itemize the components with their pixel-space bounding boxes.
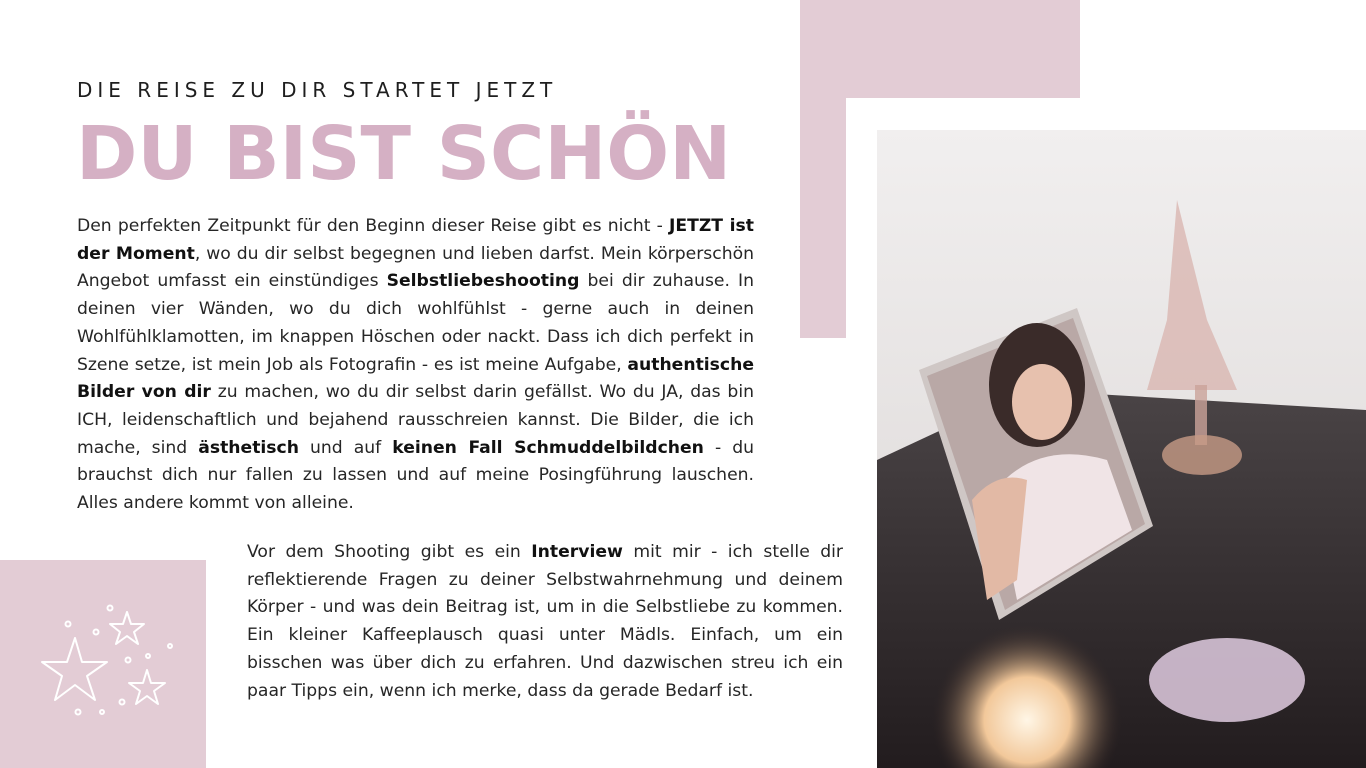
interview-paragraph (247, 539, 843, 705)
text-run: Vor dem Shooting gibt es ein (247, 542, 532, 562)
text-run: , wo du dir selbst begegnen und lieben darfst. Mein körperschön Angebot umfasst ein einstündiges (77, 243, 754, 292)
text-run: Den perfekten Zeitpunkt für den Beginn dieser Reise gibt es nicht - (77, 216, 669, 236)
text-run-bold: keinen Fall Schmuddelbildchen (392, 437, 704, 458)
text-run-bold: JETZT ist der Moment (77, 216, 755, 264)
text-run-bold: authentische Bilder von dir (77, 354, 754, 403)
intro-paragraph (77, 213, 754, 518)
page-title: DU BIST SCHÖN (76, 111, 732, 197)
text-run: zu machen, wo du dir selbst darin gefällst. Wo du JA, das bin ICH, leidenschaftlich und bejahend rausschreien kannst. Die Bilder, die ich mache, sind (77, 382, 754, 458)
text-run-bold: ästhetisch (198, 437, 299, 458)
text-run: mit mir - ich stelle dir reflektierende Fragen zu deiner Selbstwahrnehmung und deinem Körper - und was dein Beitrag ist, um in die Selbstliebe zu kommen. Ein kleiner Kaffeeplausch quasi unter Mädls. Einfach, um ein bisschen was über dich zu erfahren. Und dazwischen streu ich ein paar Tipps ein, wenn ich merke, dass da gerade Bedarf ist. (247, 542, 843, 701)
text-run-bold: Selbstliebeshooting (386, 271, 580, 292)
decorative-vertical-bar (800, 0, 846, 338)
text-run: bei dir zuhause. In deinen vier Wänden, wo du dich wohlfühlst - gerne auch in deinen Wohlfühlklamotten, im knappen Höschen oder nackt. Dass ich dich perfekt in Szene setze, ist mein Job als Fotografin - es ist meine Aufgabe, (77, 271, 754, 375)
text-run-bold: Interview (531, 542, 623, 562)
stars-icon (30, 600, 180, 725)
text-run: - du brauchst dich nur fallen zu lassen und auf meine Posingführung lauschen. Alles andere kommt von alleine. (77, 437, 755, 514)
photo (877, 130, 1366, 768)
subtitle: DIE REISE ZU DIR STARTET JETZT (77, 78, 558, 102)
text-run: und auf (298, 437, 393, 458)
photo-illustration (877, 130, 1366, 768)
